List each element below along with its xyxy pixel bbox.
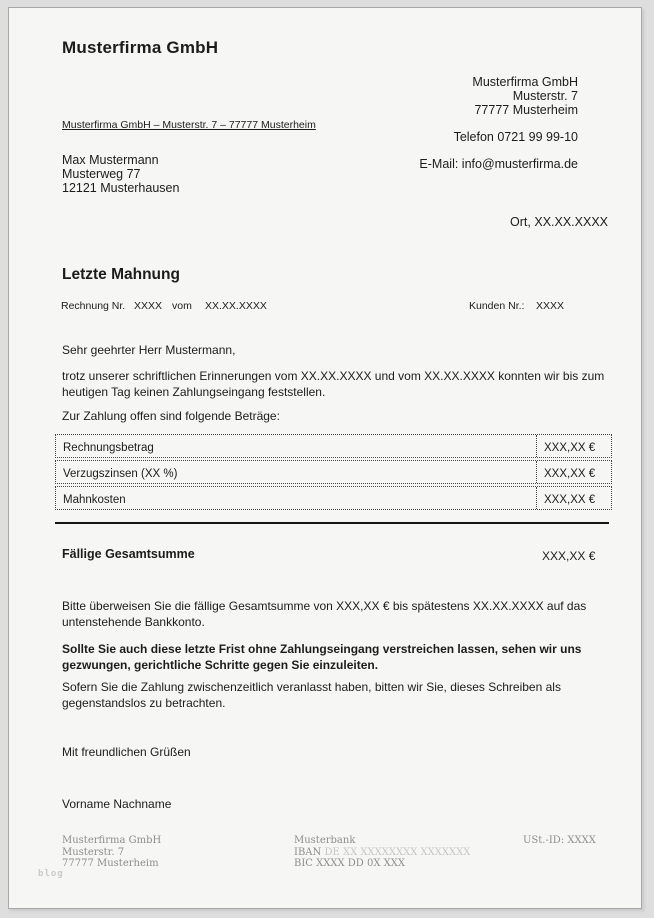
closing-note-paragraph: Sofern Sie die Zahlung zwischenzeitlich veranlasst haben, bitten wir Sie, dieses Schreiben als gegenstandslos zu betrachten. [62, 680, 561, 710]
payment-request-paragraph: Bitte überweisen Sie die fällige Gesamtsumme von XXX,XX € bis spätestens XX.XX.XXXX auf das untenstehende Bankkonto. [62, 599, 587, 629]
letter-footer [9, 835, 643, 875]
invoice-number-label: Rechnung Nr. [61, 300, 126, 312]
customer-number-label: Kunden Nr.: [469, 300, 525, 312]
subject-heading: Letzte Mahnung [62, 266, 180, 283]
row-amount: XXX,XX € [536, 487, 611, 509]
sender-return-address-line: Musterfirma GmbH – Musterstr. 7 – 77777 Musterheim [62, 119, 316, 131]
footer-company-block [62, 835, 161, 870]
recipient-street: Musterweg 77 [62, 167, 141, 181]
total-divider-line [55, 522, 609, 524]
row-amount: XXX,XX € [536, 435, 611, 457]
letterhead-city: 77777 Musterheim [474, 103, 578, 117]
iban-value: DE XX XXXXXXXX XXXXXXX [324, 846, 471, 858]
recipient-city: 12121 Musterhausen [62, 181, 180, 195]
iban-label: IBAN [294, 846, 322, 858]
invoice-number-value: XXXX [134, 300, 163, 312]
footer-bank-name: Musterbank [294, 835, 356, 846]
letterhead-address-block [419, 75, 578, 171]
footer-company-city: 77777 Musterheim [62, 858, 159, 869]
footer-vat-id: USt.-ID: XXXX [523, 835, 596, 846]
recipient-name: Max Mustermann [62, 153, 159, 167]
table-row-dunning-costs [55, 486, 612, 510]
row-label: Rechnungsbetrag [63, 442, 154, 454]
intro-paragraph: trotz unserer schriftlichen Erinnerungen vom XX.XX.XXXX und vom XX.XX.XXXX konnten wir bis zum heutigen Tag keinen Zahlungseingang feststellen. [62, 369, 605, 399]
amounts-table [55, 434, 612, 512]
letterhead-street: Musterstr. 7 [512, 89, 578, 103]
table-row-invoice-amount [55, 434, 612, 458]
total-due-amount: XXX,XX € [542, 549, 596, 563]
company-title: Musterfirma GmbH [62, 38, 219, 57]
amounts-intro-line: Zur Zahlung offen sind folgende Beträge: [62, 409, 280, 423]
footer-iban-line [294, 847, 470, 859]
row-amount: XXX,XX € [536, 461, 611, 483]
letterhead-company-name: Musterfirma GmbH [472, 75, 578, 89]
legal-warning-paragraph: Sollte Sie auch diese letzte Frist ohne Zahlungseingang verstreichen lassen, sehen wir uns gezwungen, gerichtliche Schritte gegen Sie einzuleiten. [62, 642, 582, 672]
watermark-text: blog [38, 869, 64, 879]
footer-company-name: Musterfirma GmbH [62, 835, 162, 846]
letter-page [8, 7, 642, 909]
row-label: Verzugszinsen (XX %) [63, 468, 178, 480]
salutation: Sehr geehrter Herr Mustermann, [62, 343, 236, 357]
table-row-default-interest [55, 460, 612, 484]
invoice-date-label: vom [172, 300, 192, 312]
total-due-label: Fällige Gesamtsumme [62, 547, 195, 561]
closing-greeting: Mit freundlichen Grüßen [62, 745, 191, 759]
footer-company-street: Musterstr. 7 [62, 846, 125, 858]
footer-bic-line: BIC XXXX DD 0X XXX [294, 858, 406, 869]
letterhead-phone: Telefon 0721 99 99-10 [453, 130, 578, 144]
letterhead-email: E-Mail: info@musterfirma.de [419, 157, 578, 171]
footer-bank-block [294, 835, 470, 870]
customer-number-value: XXXX [536, 300, 565, 312]
reference-row [9, 300, 643, 314]
invoice-date-value: XX.XX.XXXX [205, 300, 267, 312]
row-label: Mahnkosten [63, 494, 126, 506]
recipient-address-block [62, 153, 179, 195]
place-date-line: Ort, XX.XX.XXXX [510, 215, 608, 229]
signature-name: Vorname Nachname [62, 797, 172, 811]
